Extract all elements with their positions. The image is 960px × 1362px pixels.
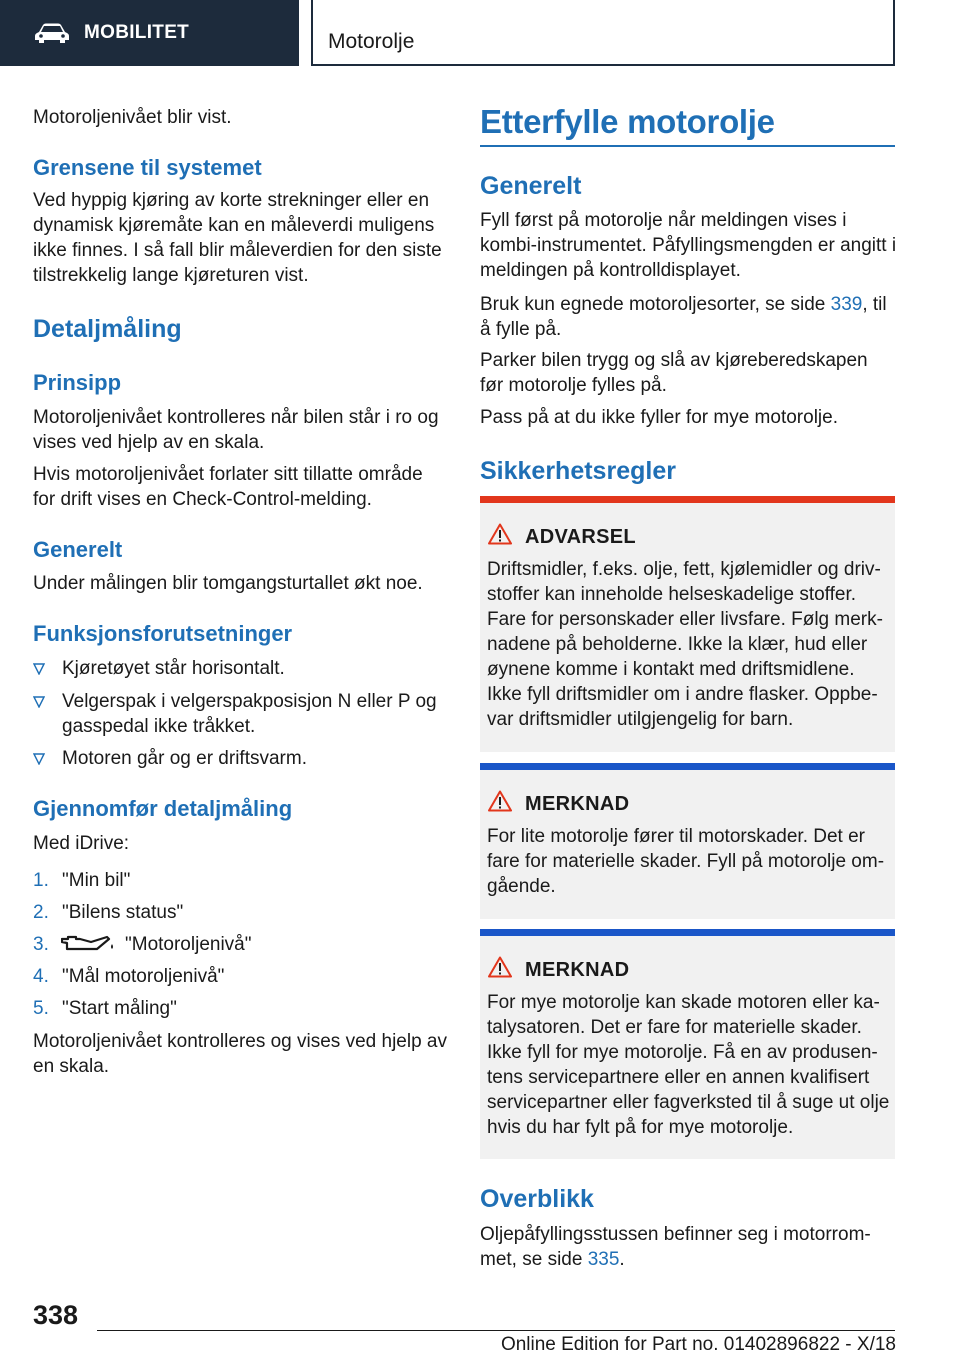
principle-text-1: Motoroljenivået kontrolleres når bilen står i ro og vises ved hjelp av en skala. (33, 407, 439, 453)
triangle-bullet-icon (33, 663, 45, 675)
notice-bar (480, 763, 895, 770)
car-icon (34, 22, 70, 44)
triangle-bullet-icon (33, 696, 45, 708)
general-text-2: Bruk kun egnede motoroljesorter, se side 339, til å fylle på. (480, 294, 887, 340)
warning-title: ADVARSEL (525, 526, 636, 548)
notice-text: For mye motorolje kan skade motoren eller ka-talysatoren. Det er fare for materielle skader. Ikke fyll for mye motorolje. Få en av produsen-tens servicepartnere eller en annen kvalifisert servicepartner eller fagverksted til å suge ut olje hvis du har fylt på for mye motorolje. (487, 992, 890, 1138)
step-item: 1. "Min bil" (33, 870, 131, 891)
notice-box (480, 763, 895, 919)
warning-triangle-icon (488, 956, 512, 978)
chapter-tab[interactable] (0, 0, 299, 66)
notice-text: For lite motorolje fører til motorskader. Det er fare for materielle skader. Fyll på motorolje om-gående. (487, 826, 885, 897)
warning-bar (480, 496, 895, 503)
footer-rule (97, 1330, 895, 1331)
general-text-left: Under målingen blir tomgangsturtallet økt noe. (33, 573, 423, 594)
oil-can-icon (61, 934, 117, 954)
page-number: 338 (33, 1300, 79, 1330)
general-heading-right: Generelt (480, 172, 582, 200)
main-heading: Etterfylle motorolje (480, 103, 775, 140)
limits-heading: Grensene til systemet (33, 155, 262, 180)
general-text-1: Fyll først på motorolje når meldingen vises i kombi-instrumentet. Påfyllingsmengden er angitt i meldingen på kontrolldisplayet. (480, 210, 897, 281)
page-link-339[interactable]: 339 (830, 294, 863, 315)
limits-text: Ved hyppig kjøring av korte strekninger eller en dynamisk kjøremåte kan en måleverdi muligens ikke finnes. I så fall blir måleverdien for den siste tilstrekkelig lange kjøreturen vist. (33, 190, 442, 286)
warning-text: Driftsmidler, f.eks. olje, fett, kjølemidler og driv-stoffer kan inneholde helseskadelige stoffer. Fare for personskader eller livsfare. Følg merk-nadene på beholderne. Ikke la klær, hud eller øynene komme i kontakt med driftsmidlene. Ikke fyll driftsmidler om i andre flasker. Oppbe-var driftsmidler utilgjengelig for barn. (487, 559, 883, 730)
intro-text: Motoroljenivået blir vist. (33, 107, 232, 128)
overview-text: Oljepåfyllingsstussen befinner seg i motorrom-met, se side 335. (480, 1224, 871, 1270)
step-item: 2. "Bilens status" (33, 902, 184, 923)
notice-box (480, 929, 895, 1159)
notice-title: MERKNAD (525, 959, 630, 981)
general-heading-left: Generelt (33, 537, 123, 562)
perform-heading: Gjennomfør detaljmåling (33, 796, 293, 821)
safety-heading: Sikkerhetsregler (480, 457, 676, 485)
warning-box (480, 496, 895, 752)
principle-heading: Prinsipp (33, 370, 122, 395)
step-item: 3. "Motoroljenivå" (33, 934, 252, 955)
section-title: Motorolje (311, 0, 895, 66)
triangle-bullet-icon (33, 753, 45, 765)
step-item: 4. "Mål motoroljenivå" (33, 966, 225, 987)
warning-triangle-icon (488, 790, 512, 812)
warning-triangle-icon (488, 523, 512, 545)
general-text-4: Pass på at du ikke fyller for mye motorolje. (480, 407, 838, 428)
notice-title: MERKNAD (525, 793, 630, 815)
overview-heading: Overblikk (480, 1185, 594, 1213)
page-link-335[interactable]: 335 (587, 1249, 620, 1270)
detail-heading: Detaljmåling (33, 315, 182, 343)
perform-intro: Med iDrive: (33, 833, 130, 854)
outro-text: Motoroljenivået kontrolleres og vises ved hjelp av en skala. (33, 1031, 447, 1077)
chapter-tab-label: MOBILITET (84, 22, 190, 43)
general-text-3: Parker bilen trygg og slå av kjøreberedskapen før motorolje fylles på. (480, 350, 868, 396)
step-item: 5. "Start måling" (33, 998, 177, 1019)
principle-text-2: Hvis motoroljenivået forlater sitt tillatte område for drift vises en Check-Control-melding. (33, 464, 423, 510)
heading-rule (480, 145, 895, 147)
prereq-heading: Funksjonsforutsetninger (33, 621, 293, 646)
footer-edition: Online Edition for Part no. 01402896822 - X/18 (500, 1334, 896, 1355)
notice-bar (480, 929, 895, 936)
